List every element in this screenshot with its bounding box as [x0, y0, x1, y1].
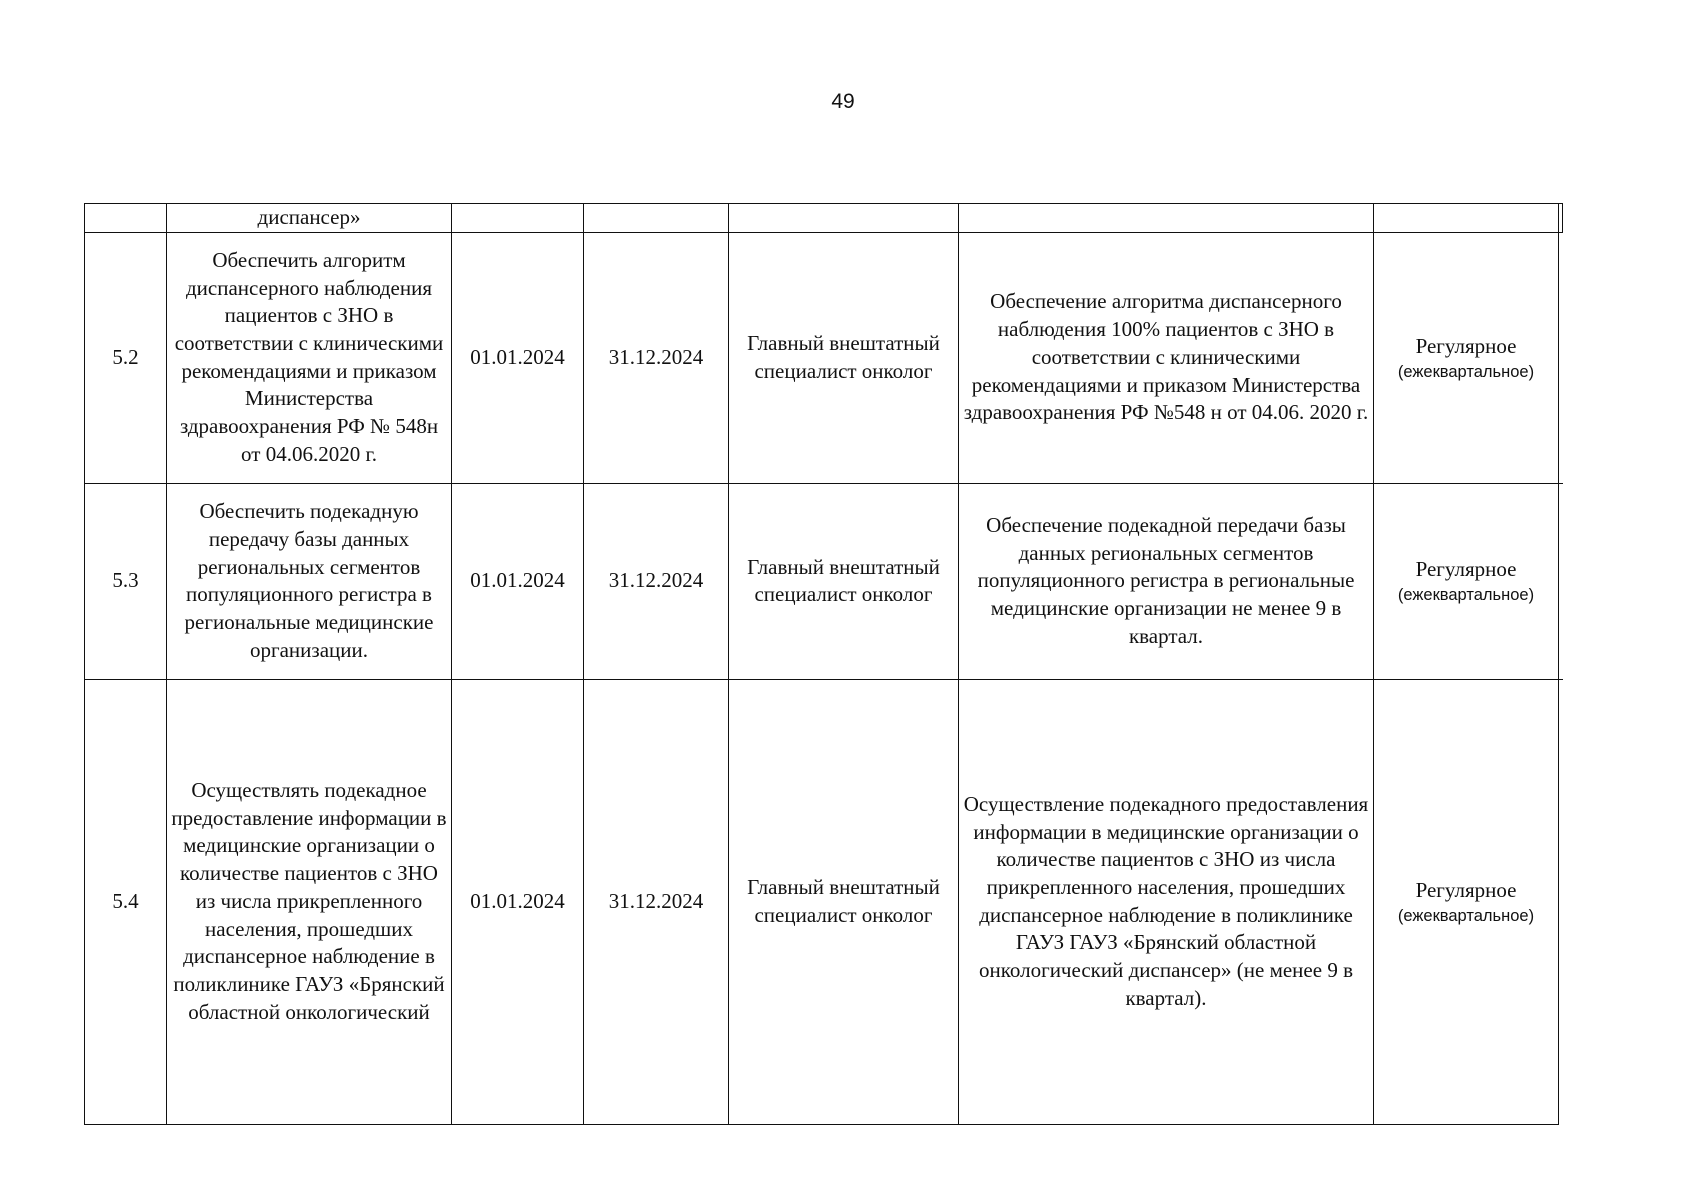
frequency-note: (ежеквартальное)	[1397, 362, 1535, 381]
frequency-note: (ежеквартальное)	[1397, 906, 1535, 925]
table-row	[85, 232, 1563, 483]
cell-stub	[1559, 483, 1563, 679]
cell-end: 31.12.2024	[584, 232, 729, 483]
table-row	[85, 483, 1563, 679]
table-row-continuation	[85, 204, 1563, 233]
cell-task: Осуществлять подекадное предоставление информации в медицинские организации о количестве пациентов с ЗНО из числа прикрепленного населения, прошедших диспансерное наблюдение в поликлинике ГАУЗ «Брянский областной онкологический	[167, 679, 452, 1124]
cell-result: Обеспечение подекадной передачи базы данных региональных сегментов популяционного регистра в региональные медицинские организации не менее 9 в квартал.	[959, 483, 1374, 679]
page-number: 49	[831, 90, 855, 113]
cell-end	[584, 204, 729, 233]
cell-frequency	[1374, 679, 1559, 1124]
cell-num: 5.4	[85, 679, 167, 1124]
cell-stub	[1559, 232, 1563, 483]
cell-start: 01.01.2024	[452, 232, 584, 483]
cell-frequency	[1374, 204, 1559, 233]
cell-result: Осуществление подекадного предоставления информации в медицинские организации о количестве пациентов с ЗНО из числа прикрепленного населения, прошедших диспансерное наблюдение в поликлинике ГАУЗ ГАУЗ «Брянский областной онкологический диспансер» (не менее 9 в квартал).	[959, 679, 1374, 1124]
cell-responsible: Главный внештатный специалист онколог	[729, 483, 959, 679]
frequency-label: Регулярное	[1415, 877, 1517, 902]
cell-end: 31.12.2024	[584, 483, 729, 679]
plan-table	[84, 203, 1563, 1125]
cell-start	[452, 204, 584, 233]
cell-start: 01.01.2024	[452, 483, 584, 679]
frequency-label: Регулярное	[1415, 557, 1517, 582]
frequency-label: Регулярное	[1415, 333, 1517, 358]
cell-stub	[1559, 679, 1563, 1124]
cell-start: 01.01.2024	[452, 679, 584, 1124]
cell-task: Обеспечить алгоритм диспансерного наблюдения пациентов с ЗНО в соответствии с клиническими рекомендациями и приказом Министерства здравоохранения РФ № 548н от 04.06.2020 г.	[167, 232, 452, 483]
cell-num: 5.3	[85, 483, 167, 679]
cell-responsible	[729, 204, 959, 233]
cell-num	[85, 204, 167, 233]
frequency-note: (ежеквартальное)	[1397, 586, 1535, 605]
cell-end: 31.12.2024	[584, 679, 729, 1124]
cell-task: диспансер»	[167, 204, 452, 233]
cell-result: Обеспечение алгоритма диспансерного наблюдения 100% пациентов с ЗНО в соответствии с клиническими рекомендациями и приказом Министерства здравоохранения РФ №548 н от 04.06. 2020 г.	[959, 232, 1374, 483]
cell-result	[959, 204, 1374, 233]
cell-responsible: Главный внештатный специалист онколог	[729, 232, 959, 483]
cell-num: 5.2	[85, 232, 167, 483]
cell-task: Обеспечить подекадную передачу базы данных региональных сегментов популяционного регистра в региональные медицинские организации.	[167, 483, 452, 679]
cell-frequency	[1374, 483, 1559, 679]
table-row	[85, 679, 1563, 1124]
cell-stub	[1559, 204, 1563, 233]
cell-responsible: Главный внештатный специалист онколог	[729, 679, 959, 1124]
cell-frequency	[1374, 232, 1559, 483]
